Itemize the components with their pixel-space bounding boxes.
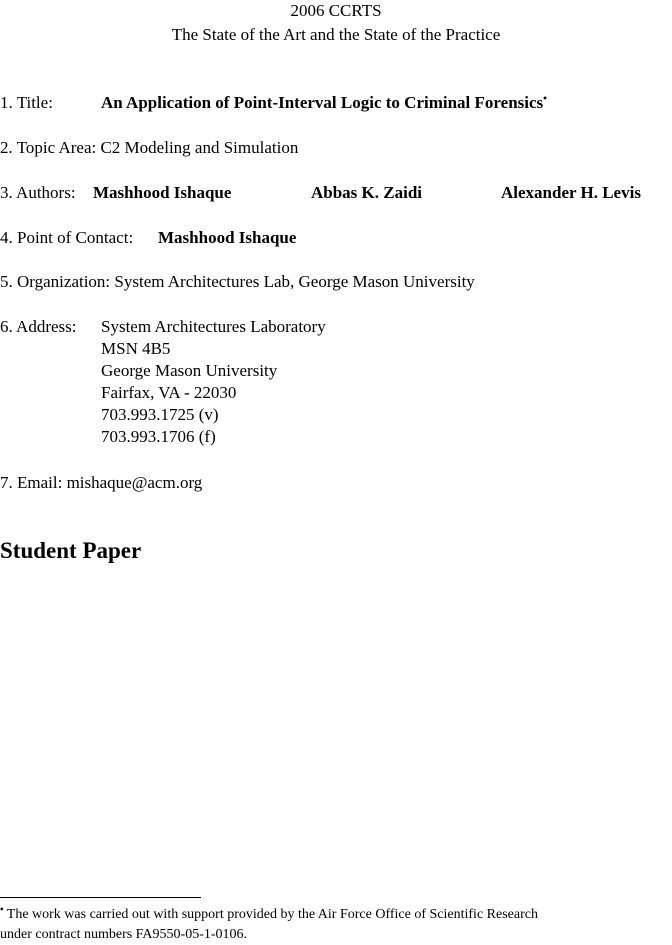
address-label: 6. Address: (0, 317, 77, 336)
contact-label: 4. Point of Contact: (0, 228, 134, 247)
paper-title (101, 92, 547, 114)
footnote-mark: • (0, 904, 4, 916)
footnote-text: The work was carried out with support provided by the Air Force Office of Scientific Research (6, 907, 538, 922)
footnote-line (0, 905, 672, 925)
fax-line: 703.993.1706 (f) (101, 427, 216, 446)
student-paper-heading: Student Paper (0, 538, 142, 563)
footnote-line: under contract numbers FA9550-05-1-0106. (0, 927, 248, 942)
contact-name: Mashhood Ishaque (158, 228, 297, 247)
address-line: MSN 4B5 (101, 339, 171, 358)
author-name: Abbas K. Zaidi (311, 183, 423, 202)
topic-area: 2. Topic Area: C2 Modeling and Simulation (0, 138, 299, 157)
phone-line: 703.993.1725 (v) (101, 405, 219, 424)
conference-title: 2006 CCRTS (290, 1, 382, 20)
author-name: Alexander H. Levis (501, 183, 641, 202)
address-line: System Architectures Laboratory (101, 317, 326, 336)
email: 7. Email: mishaque@acm.org (0, 473, 203, 492)
address-line: George Mason University (101, 361, 278, 380)
author-name: Mashhood Ishaque (93, 183, 232, 202)
footnote (0, 905, 672, 945)
conference-subtitle: The State of the Art and the State of the Practice (171, 25, 501, 44)
title-label: 1. Title: (0, 93, 53, 112)
address-line: Fairfax, VA - 22030 (101, 383, 237, 402)
paper-title-text: An Application of Point-Interval Logic to Criminal Forensics (101, 93, 544, 112)
organization: 5. Organization: System Architectures Lab, George Mason University (0, 272, 475, 291)
address-block (101, 316, 326, 448)
authors-label: 3. Authors: (0, 183, 76, 202)
title-footnote-mark: • (543, 92, 548, 105)
footnote-divider (0, 897, 201, 898)
